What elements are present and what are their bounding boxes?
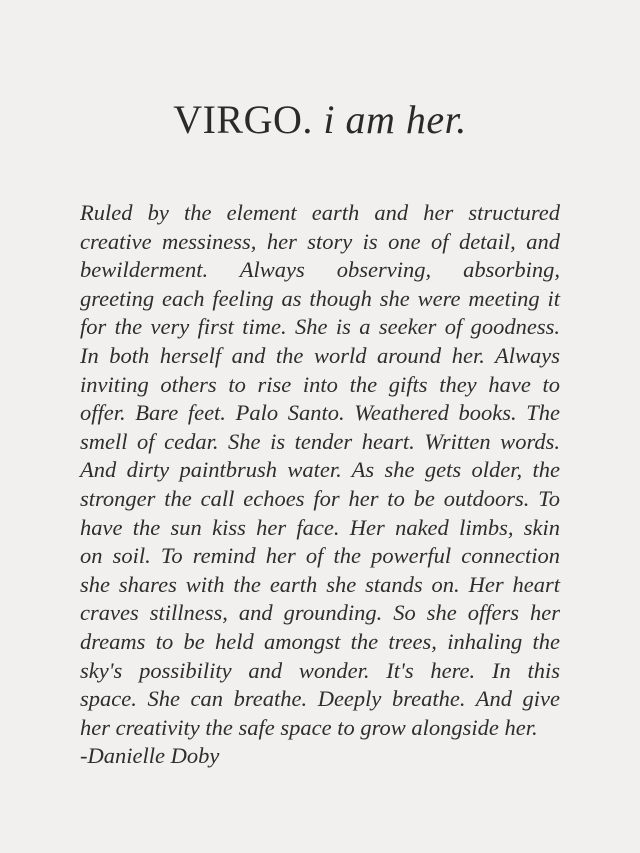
poem-line: offer. Bare feet. Palo Santo. Weathered books. The [80,400,560,426]
poem-line: inviting others to rise into the gifts they have to [80,371,560,397]
page-title [0,94,640,146]
poem-line: stronger the call echoes for her to be outdoors. To [80,485,560,511]
poem-line: And dirty paintbrush water. As she gets older, the [80,457,560,483]
title-main: VIRGO. [173,97,313,142]
poem-body [80,199,560,771]
poem-line: on soil. To remind her of the powerful connection [80,543,560,569]
title-subtitle: i am her. [323,97,467,142]
poem-line: she shares with the earth she stands on. Her heart [80,571,560,597]
author-signature: -Danielle Doby [80,743,220,769]
poem-line: greeting each feeling as though she were meeting it [80,285,560,311]
poem-line: Ruled by the element earth and her structured [80,200,560,225]
poem-line: creative messiness, her story is one of detail, and [80,228,560,254]
poem-line: sky's possibility and wonder. It's here. In this [80,657,560,683]
poem-line: In both herself and the world around her. Always [80,342,560,368]
poem-line: have the sun kiss her face. Her naked limbs, skin [80,514,560,540]
poem-line: for the very first time. She is a seeker of goodness. [80,314,560,340]
poem-line: craves stillness, and grounding. So she offers her [80,600,560,626]
poem-line: dreams to be held amongst the trees, inhaling the [80,628,560,654]
poem-line: bewilderment. Always observing, absorbing, [80,257,560,283]
poem-line: her creativity the safe space to grow alongside her. [80,714,538,740]
poem-line: space. She can breathe. Deeply breathe. And give [80,686,560,712]
poem-line: smell of cedar. She is tender heart. Written words. [80,428,560,454]
